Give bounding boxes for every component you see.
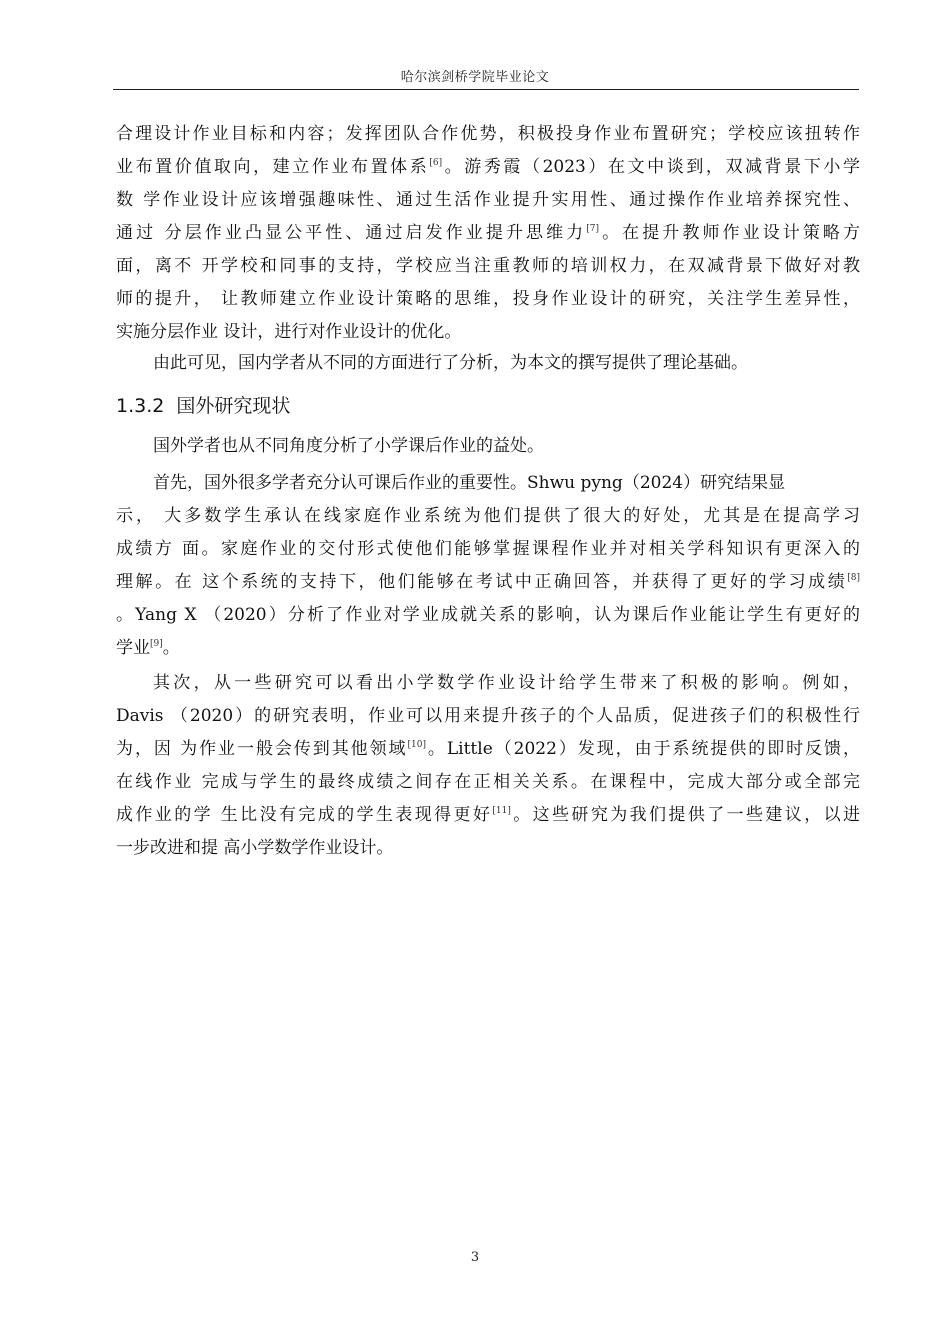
text-line: 。Yang X （2020）分析了作业对学业成就关系的影响，认为课后作业能让学生有更好的 — [116, 605, 860, 625]
text-segment: 为，因 为作业一般会传到其他领域 — [116, 739, 408, 759]
text-segment: 成作业的学 生比没有完成的学生表现得更好 — [116, 805, 493, 825]
text-line: 示， 大多数学生承认在线家庭作业系统为他们提供了很大的好处，尤其是在提高学习 — [116, 506, 860, 526]
text-line: Davis （2020）的研究表明，作业可以用来提升孩子的个人品质，促进孩子们的积极性行 — [116, 706, 860, 726]
section-title: 国外研究现状 — [176, 395, 291, 417]
text-line — [116, 632, 860, 665]
citation-6: [6] — [429, 158, 443, 168]
citation-7: [7] — [586, 224, 599, 234]
citation-9: [9] — [150, 639, 163, 649]
paragraph-foreign-second — [116, 667, 860, 865]
section-heading — [116, 391, 290, 421]
text-line — [116, 733, 860, 766]
text-segment: 通过 分层作业凸显公平性、通过启发作业提升思维力 — [116, 223, 587, 243]
text-line: 面，离不 开学校和同事的支持，学校应当注重教师的培训权力，在双减背景下做好对教 — [116, 256, 860, 276]
text-segment: 业布置价值取向，建立作业布置体系 — [116, 157, 430, 177]
text-line: 一步改进和提 高小学数学作业设计。 — [116, 838, 394, 858]
paragraph-foreign-first — [116, 467, 860, 665]
paragraph-foreign-intro — [116, 430, 860, 463]
text-segment: 。这些研究为我们提供了一些建议，以进 — [510, 805, 861, 825]
text-segment: 学业 — [116, 638, 150, 658]
text-line: 实施分层作业 设计，进行对作业设计的优化。 — [116, 322, 462, 342]
paragraph-summary — [116, 347, 860, 380]
text-line: 师的提升， 让教师建立作业设计策略的思维，投身作业设计的研究，关注学生差异性， — [116, 289, 860, 309]
text-line: 首先，国外很多学者充分认可课后作业的重要性。Shwu pyng（2024）研究结果显 — [153, 473, 786, 493]
text-segment: 。在提升教师作业设计策略方 — [599, 223, 860, 243]
text-line: 成绩方 面。家庭作业的交付形式使他们能够掌握课程作业并对相关学科知识有更深入的 — [116, 539, 860, 559]
text-segment: 。游秀霞（2023）在文中谈到，双减背景下小学 — [442, 157, 860, 177]
text-line — [116, 799, 860, 832]
text-line: 合理设计作业目标和内容；发挥团队合作优势，积极投身作业布置研究；学校应该扭转作 — [116, 124, 860, 144]
text-line — [116, 566, 860, 599]
text-segment: 。Little（2022）发现，由于系统提供的即时反馈， — [425, 739, 860, 759]
text-line — [116, 217, 860, 250]
text-segment: 理解。在 这个系统的支持下，他们能够在考试中正确回答，并获得了更好的学习成绩 — [116, 572, 848, 592]
citation-10: [10] — [407, 740, 426, 750]
text-line: 由此可见，国内学者从不同的方面进行了分析，为本文的撰写提供了理论基础。 — [153, 353, 748, 373]
citation-8: [8] — [847, 573, 860, 583]
citation-11: [11] — [492, 806, 511, 816]
paragraph-domestic-research — [116, 118, 860, 349]
text-line: 其次，从一些研究可以看出小学数学作业设计给学生带来了积极的影响。例如， — [153, 673, 860, 693]
section-number: 1.3.2 — [116, 395, 165, 417]
text-line — [116, 151, 860, 184]
text-line: 国外学者也从不同角度分析了小学课后作业的益处。 — [153, 436, 544, 456]
running-header: 哈尔滨剑桥学院毕业论文 — [400, 70, 550, 85]
header-divider — [113, 89, 859, 90]
text-line: 数 学作业设计应该增强趣味性、通过生活作业提升实用性、通过操作作业培养探究性、 — [116, 190, 860, 210]
page-number: 3 — [470, 1250, 480, 1265]
text-segment: 。 — [162, 638, 180, 658]
text-line: 在线作业 完成与学生的最终成绩之间存在正相关关系。在课程中，完成大部分或全部完 — [116, 772, 860, 792]
